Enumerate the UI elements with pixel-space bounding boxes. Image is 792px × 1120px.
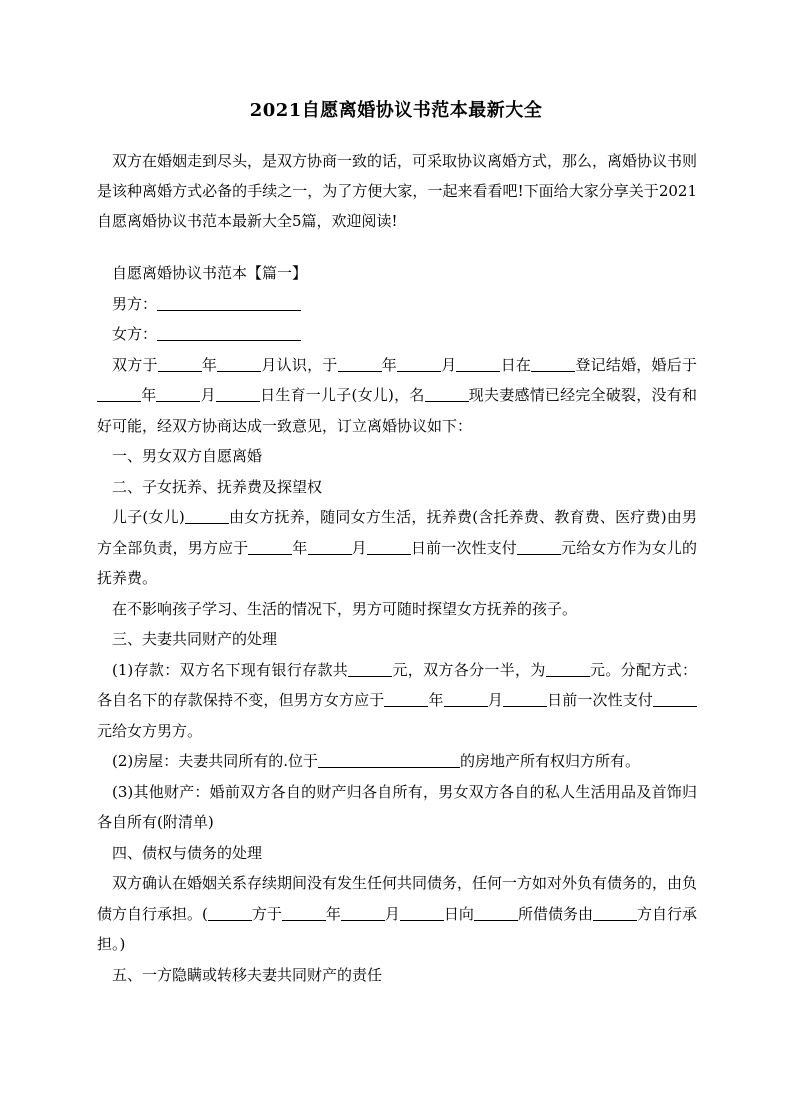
text-segment: 儿子(女儿) bbox=[112, 508, 185, 526]
blank-field bbox=[367, 539, 411, 555]
blank-field bbox=[531, 356, 575, 372]
text-segment: 月 bbox=[351, 538, 367, 557]
text-segment: 年 bbox=[428, 691, 444, 709]
debt-paragraph bbox=[97, 868, 697, 960]
blank-field bbox=[185, 508, 229, 524]
blank-field bbox=[425, 386, 469, 402]
blank-field bbox=[282, 905, 326, 921]
blank-field bbox=[593, 905, 637, 921]
male-party-line bbox=[97, 289, 697, 320]
blank-field bbox=[400, 905, 444, 921]
text-segment: 年 bbox=[381, 355, 397, 374]
blank-field bbox=[503, 691, 547, 707]
text-segment: (2)房屋：夫妻共同所有的.位于 bbox=[112, 752, 319, 770]
heading-4: 四、债权与债务的处理 bbox=[112, 843, 263, 862]
blank-field bbox=[397, 356, 441, 372]
blank-field bbox=[653, 691, 697, 707]
text-segment: 日前一次性支付 bbox=[410, 538, 517, 557]
text-segment: 年 bbox=[201, 355, 218, 374]
female-name-blank bbox=[157, 325, 301, 341]
section-heading: 自愿离婚协议书范本【篇一】 bbox=[112, 264, 308, 282]
blank-field bbox=[341, 905, 385, 921]
text-segment: 日前一次性支付 bbox=[546, 691, 653, 709]
text-segment: 日生育一儿子(女儿)，名 bbox=[259, 386, 425, 404]
text-segment: 日在 bbox=[500, 355, 532, 374]
text-segment: 登记结婚，婚后于 bbox=[575, 355, 697, 374]
document-title: 2021自愿离婚协议书范本最新大全 bbox=[249, 100, 543, 121]
text-segment: 月 bbox=[200, 386, 216, 404]
female-label: 女方： bbox=[112, 325, 158, 343]
blank-field bbox=[546, 661, 590, 677]
text-segment: 年 bbox=[325, 904, 341, 923]
female-party-line bbox=[97, 319, 697, 350]
text-segment: 年 bbox=[141, 386, 157, 404]
agreement-body bbox=[97, 258, 697, 990]
savings-paragraph bbox=[97, 655, 697, 747]
heading-2: 二、子女抚养、抚养费及探望权 bbox=[112, 477, 323, 496]
blank-field bbox=[517, 539, 561, 555]
text-segment: 月 bbox=[441, 355, 457, 374]
heading-1: 一、男女双方自愿离婚 bbox=[112, 447, 263, 465]
text-segment: (1)存款：双方名下现有银行存款共 bbox=[112, 660, 349, 679]
text-segment: 月 bbox=[384, 904, 400, 923]
blank-field bbox=[456, 356, 500, 372]
blank-field bbox=[248, 539, 292, 555]
text-segment: 年 bbox=[292, 538, 308, 557]
blank-field bbox=[308, 539, 352, 555]
male-name-blank bbox=[157, 295, 301, 311]
text-segment: 月认识，于 bbox=[261, 355, 338, 374]
text-segment: 双方确认在婚姻关系存续期间没有发生任何共同债务，任何一方如对外负有债务的，由负债方自行承担。( bbox=[97, 874, 698, 923]
heading-3: 三、夫妻共同财产的处理 bbox=[112, 630, 278, 648]
other-property-paragraph: (3)其他财产：婚前双方各自的财产归各自所有，男女双方各自的私人生活用品及首饰归各自所有(附清单) bbox=[97, 782, 697, 831]
blank-field bbox=[474, 905, 518, 921]
house-paragraph bbox=[97, 746, 697, 777]
blank-field bbox=[158, 356, 202, 372]
text-segment: 现夫妻感情已经完全破裂，没有和好可能，经双方协商达成一致意见，订立离婚协议如下： bbox=[97, 386, 697, 435]
marriage-paragraph bbox=[97, 350, 697, 442]
blank-field bbox=[216, 386, 260, 402]
blank-field bbox=[318, 752, 460, 768]
blank-field bbox=[97, 386, 141, 402]
text-segment: 日向 bbox=[443, 904, 474, 923]
blank-field bbox=[348, 661, 392, 677]
blank-field bbox=[338, 356, 382, 372]
text-segment: 双方于 bbox=[112, 355, 158, 374]
text-segment: 元。分配方式：各自名下的存款保持不变，但男方女方应于 bbox=[97, 660, 697, 709]
heading-5: 五、一方隐瞒或转移夫妻共同财产的责任 bbox=[112, 965, 383, 984]
blank-field bbox=[217, 356, 261, 372]
text-segment: 方于 bbox=[251, 904, 282, 923]
text-segment: 元给女方作为女儿的抚养费。 bbox=[97, 538, 697, 587]
text-segment: 由女方抚养，随同女方生活，抚养费(含托养费、教育费、医疗费)由男方全部负责，男方应于 bbox=[97, 508, 697, 557]
text-segment: 方自行承担。) bbox=[97, 904, 697, 953]
text-segment: 的房地产所有权归方所有。 bbox=[460, 752, 641, 770]
blank-field bbox=[208, 905, 252, 921]
blank-field bbox=[444, 691, 488, 707]
blank-field bbox=[156, 386, 200, 402]
male-label: 男方： bbox=[112, 294, 158, 313]
intro-paragraph: 双方在婚姻走到尽头，是双方协商一致的话，可采取协议离婚方式，那么，离婚协议书则是该种离婚方式必备的手续之一，为了方便大家，一起来看看吧!下面给大家分享关于2021自愿离婚协议书范本最新大全5篇，欢迎阅读! bbox=[97, 152, 698, 230]
text-segment: 元给女方男方。 bbox=[97, 721, 203, 740]
custody-paragraph bbox=[97, 502, 697, 594]
text-segment: 所借债务由 bbox=[517, 904, 593, 923]
visitation-paragraph: 在不影响孩子学习、生活的情况下，男方可随时探望女方抚养的孩子。 bbox=[112, 599, 578, 618]
text-segment: 元，双方各分一半，为 bbox=[392, 660, 546, 679]
text-segment: 月 bbox=[487, 691, 503, 709]
blank-field bbox=[384, 691, 428, 707]
